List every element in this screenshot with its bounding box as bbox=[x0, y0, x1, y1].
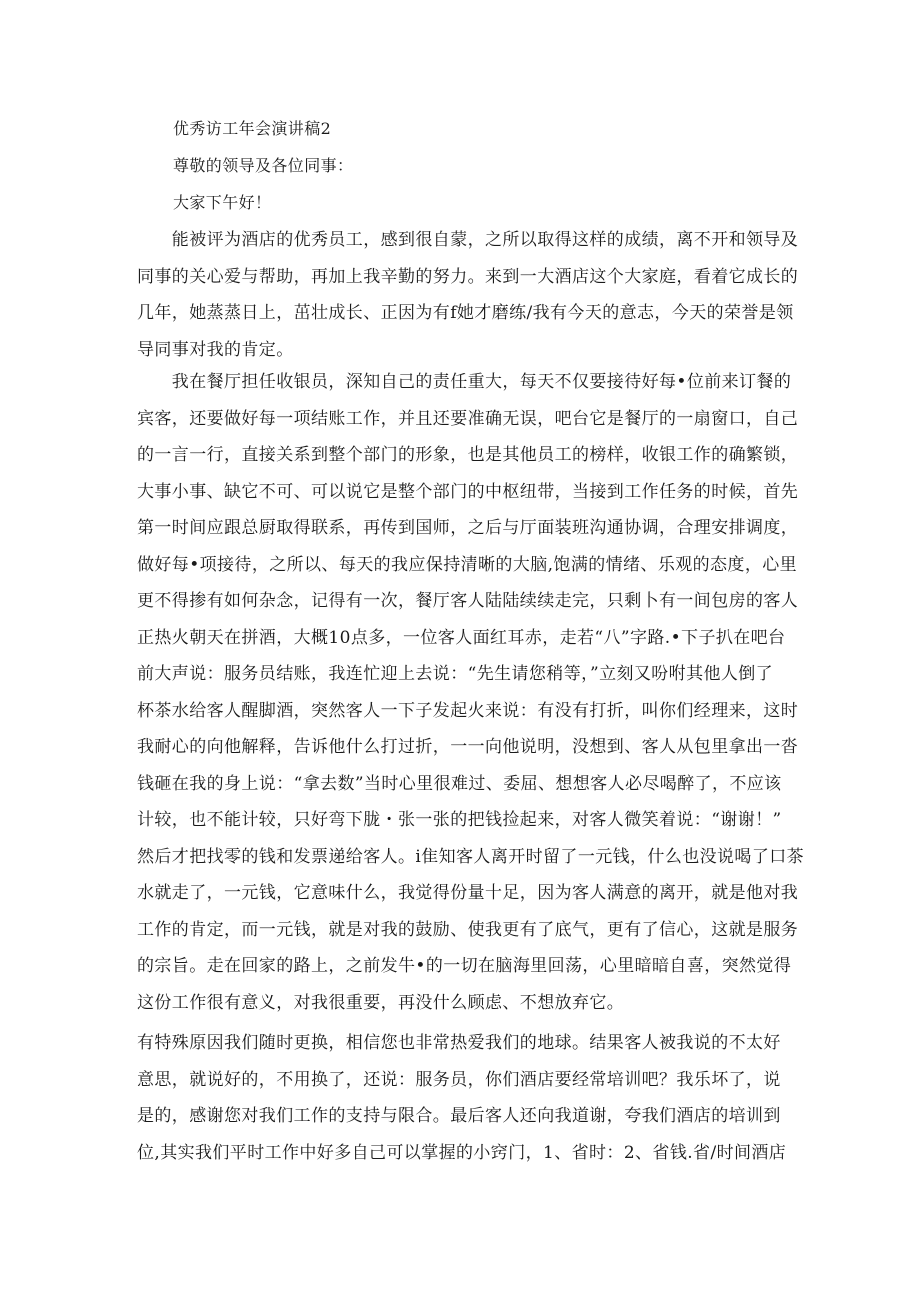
text-line: 我耐心的向他解释，告诉他什么打过折，一一向他说明，没想到、客人从包里拿出一沓 bbox=[137, 737, 799, 757]
text-line: 的一言一行，直接关系到整个部门的形象，也是其他员工的榜样，收银工作的确繁锁， bbox=[137, 445, 799, 465]
text-line: 水就走了，一元钱，它意味什么，我觉得份量十足，因为客人满意的离开，就是他对我 bbox=[137, 883, 799, 903]
text-line: 前大声说：服务员结账，我连忙迎上去说：“先生请您稍等，”立刻又吩咐其他人倒了 bbox=[137, 664, 774, 684]
text-line: 这份工作很有意义，对我很重要，再没什么顾虑、不想放弃它。 bbox=[137, 992, 625, 1013]
text-line: 意思，就说好的，不用换了，还说：服务员，你们酒店要经常培训吧？我乐坏了，说 bbox=[137, 1069, 781, 1090]
text-line: 第一时间应跟总厨取得联系，再传到国师，之后与厅面装班沟通协调，合理安排调度， bbox=[137, 518, 799, 538]
text-line: 有特殊原因我们随时更换，相信您也非常热爱我们的地球。结果客人被我说的不太好 bbox=[137, 1033, 781, 1053]
text-line: 的宗旨。走在回家的路上，之前发牛•的一切在脑海里回荡，心里暗暗自喜，突然觉得 bbox=[137, 956, 792, 976]
text-line: 更不得掺有如何杂念，记得有一次，餐厅客人陆陆续续走完，只剩卜有一间包房的客人 bbox=[137, 591, 799, 611]
text-line: 我在餐厅担任收银员，深知自己的责任重大，每天不仅要接待好每•位前来订餐的 bbox=[137, 372, 792, 392]
text-line: 位,其实我们平时工作中好多自己可以掌握的小窍门，1、省时：2、省钱.省/时间酒店 bbox=[137, 1142, 787, 1163]
text-line: 杯茶水给客人醒脚酒，突然客人一下子发起火来说：有没有打折，叫你们经理来，这时 bbox=[137, 700, 799, 721]
document-title: 优秀访工年会演讲稿2 bbox=[173, 119, 332, 138]
text-line: 导同事对我的肯定。 bbox=[137, 339, 294, 360]
text-line: 做好每•项接待，之所以、每天的我应保持清晰的大脑,饱满的情绪、乐观的态度，心里 bbox=[137, 554, 798, 575]
text-line: 正热火朝天在拼酒，大概10点多，一位客人面红耳赤，走若“八”字路.•下子扒在吧台 bbox=[137, 627, 786, 648]
greeting: 大家下午好！ bbox=[173, 193, 272, 212]
text-line: 钱砸在我的身上说：“拿去数”当时心里很难过、委屈、想想客人必尽喝醉了，不应该 bbox=[137, 773, 782, 794]
text-line: 宾客，还要做好每一项结账工作，并且还要准确无误，吧台它是餐厅的一扇窗口，自己 bbox=[137, 408, 799, 429]
text-line: 是的，感谢您对我们工作的支持与限合。最后客人还向我道谢，夸我们酒店的培训到 bbox=[137, 1106, 781, 1126]
text-line: 工作的肯定，而一元钱，就是对我的鼓励、使我更有了底气，更有了信心，这就是服务 bbox=[137, 919, 799, 940]
salutation: 尊敬的领导及各位同事： bbox=[173, 156, 354, 175]
text-line: 大事小事、缺它不可、可以说它是整个部门的中枢纽带，当接到工作任务的时候，首先 bbox=[137, 481, 799, 502]
text-line: 计较，也不能计较，只好弯下胧・张一张的把钱捡起来，对客人微笑着说：“谢谢！” bbox=[137, 810, 782, 830]
text-line: 然后才把找零的钱和发票递给客人。i隹知客人离开时留了一元钱，什么也没说喝了口茶 bbox=[137, 846, 805, 867]
text-line: 能被评为酒店的优秀员工，感到很自蒙，之所以取得这样的成绩，离不开和领导及 bbox=[137, 230, 799, 250]
text-line: 同事的关心爱与帮助，再加上我辛勤的努力。来到一大酒店这个大家庭，看着它成长的 bbox=[137, 266, 799, 287]
text-line: 几年，她蒸蒸日上，茁壮成长、正因为有f她才磨练/我有今天的意志，今天的荣誉是领 bbox=[137, 303, 794, 323]
